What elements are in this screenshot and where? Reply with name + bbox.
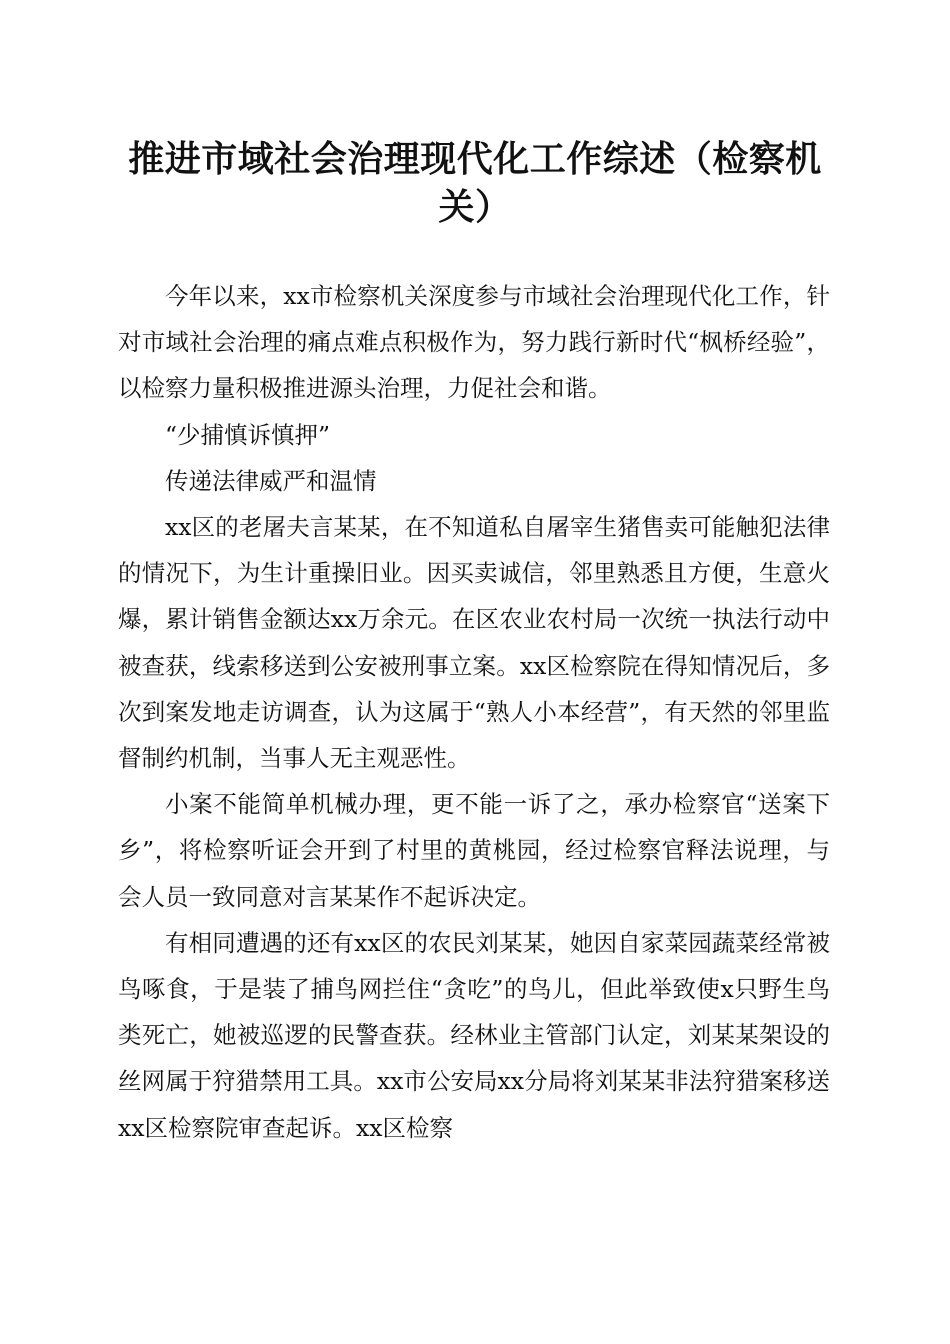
paragraph: 有相同遭遇的还有xx区的农民刘某某，她因自家菜园蔬菜经常被鸟啄食，于是装了捕鸟网拦住“贪吃”的鸟儿，但此举致使x只野生鸟类死亡，她被巡逻的民警查获。经林业主管部门认定，刘某某架设的丝网属于狩猎禁用工具。xx市公安局xx分局将刘某某非法狩猎案移送xx区检察院审查起诉。xx区检察 xyxy=(118,928,830,1142)
paragraph: 小案不能简单机械办理，更不能一诉了之，承办检察官“送案下乡”，将检察听证会开到了村里的黄桃园，经过检察官释法说理，与会人员一致同意对言某某作不起诉决定。 xyxy=(118,790,830,911)
section-heading: “少捕慎诉慎押” xyxy=(165,420,331,449)
document-title: 推进市域社会治理现代化工作综述（检察机关） xyxy=(128,139,822,228)
paragraph: xx区的老屠夫言某某，在不知道私自屠宰生猪售卖可能触犯法律的情况下，为生计重操旧业。因买卖诚信，邻里熟悉且方便，生意火爆，累计销售金额达xx万余元。在区农业农村局一次统一执法行动中被查获，线索移送到公安被刑事立案。xx区检察院在得知情况后，多次到案发地走访调查，认为这属于“熟人小本经营”，有天然的邻里监督制约机制，当事人无主观恶性。 xyxy=(118,513,830,773)
document-body xyxy=(118,273,830,1151)
paragraph-intro: 今年以来，xx市检察机关深度参与市域社会治理现代化工作，针对市域社会治理的痛点难点积极作为，努力践行新时代“枫桥经验”，以检察力量积极推进源头治理，力促社会和谐。 xyxy=(118,282,830,403)
section-subheading: 传递法律威严和温情 xyxy=(165,466,377,495)
